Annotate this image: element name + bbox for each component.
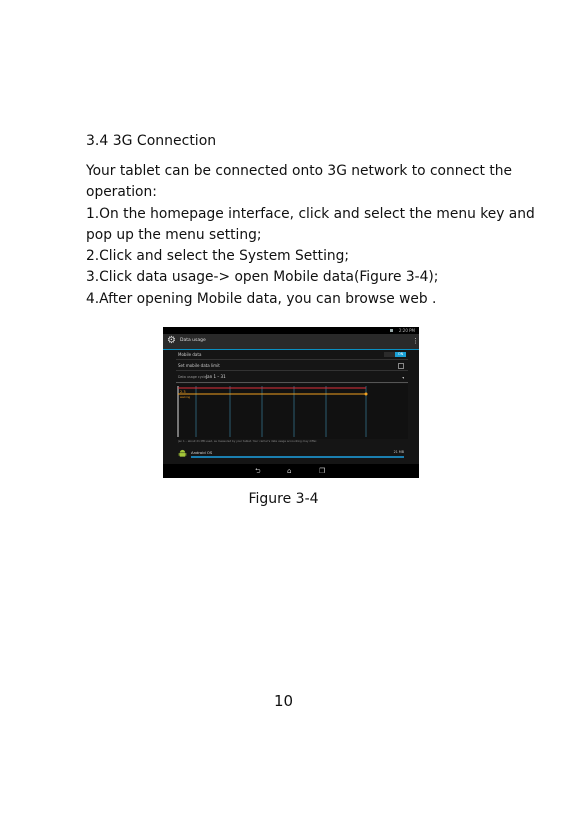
text-line: 1.On the homepage interface, click and select the menu key and (86, 205, 535, 222)
mobile-data-toggle[interactable] (384, 352, 406, 357)
signal-icon (390, 329, 393, 332)
usage-cycle-row[interactable] (176, 373, 408, 383)
usage-footnote: Jan 1 – about 21 MB used, as measured by your tablet. Your carrier's data usage accounting may differ. (178, 439, 317, 443)
warning-value: 2.3 (180, 390, 186, 394)
data-usage-screenshot (163, 327, 419, 478)
app-usage-row[interactable] (176, 448, 408, 459)
action-bar (163, 334, 419, 350)
app-usage-bar (191, 456, 404, 458)
mobile-data-row[interactable] (176, 351, 408, 360)
warning-label: warning (180, 396, 191, 399)
settings-gear-icon[interactable]: ⚙ (167, 335, 176, 346)
mobile-data-label: Mobile data (178, 352, 202, 357)
navigation-bar (163, 464, 419, 478)
app-usage-value: 21 MB (393, 450, 404, 454)
text-line: pop up the menu setting; (86, 226, 262, 243)
overflow-menu-icon[interactable]: ⋮ (412, 337, 419, 345)
action-bar-title: Data usage (180, 338, 206, 343)
instructions-paragraph (86, 161, 535, 310)
android-app-icon (178, 449, 187, 458)
cycle-label: Data usage cycle (178, 375, 207, 379)
warning-handle[interactable] (365, 393, 368, 396)
chart-background (176, 384, 408, 439)
page-number: 10 (273, 692, 294, 710)
text-line: 4.After opening Mobile data, you can browse web . (86, 290, 437, 307)
figure-caption: Figure 3-4 (248, 491, 319, 507)
recent-apps-icon[interactable]: ❐ (319, 467, 326, 475)
text-line: 2.Click and select the System Setting; (86, 248, 350, 265)
text-line: Your tablet can be connected onto 3G network to connect the (86, 163, 512, 179)
app-name: Android OS (191, 450, 213, 455)
status-bar (163, 327, 419, 334)
cycle-value: Jan 1 – 31 (206, 374, 226, 379)
dropdown-arrow-icon (402, 377, 404, 379)
status-clock: 2:20 PM (398, 328, 415, 333)
section-heading: 3.4 3G Connection (86, 133, 217, 149)
usage-chart (176, 384, 408, 439)
set-limit-checkbox[interactable] (398, 363, 404, 369)
text-line: 3.Click data usage-> open Mobile data(Figure 3-4); (86, 269, 439, 286)
text-line: operation: (86, 184, 157, 201)
set-limit-row[interactable] (176, 362, 408, 371)
set-limit-label: Set mobile data limit (178, 363, 220, 368)
back-icon[interactable]: ⮌ (255, 467, 261, 475)
home-icon[interactable]: ⌂ (287, 467, 292, 475)
toggle-on-label: ON (395, 352, 406, 357)
